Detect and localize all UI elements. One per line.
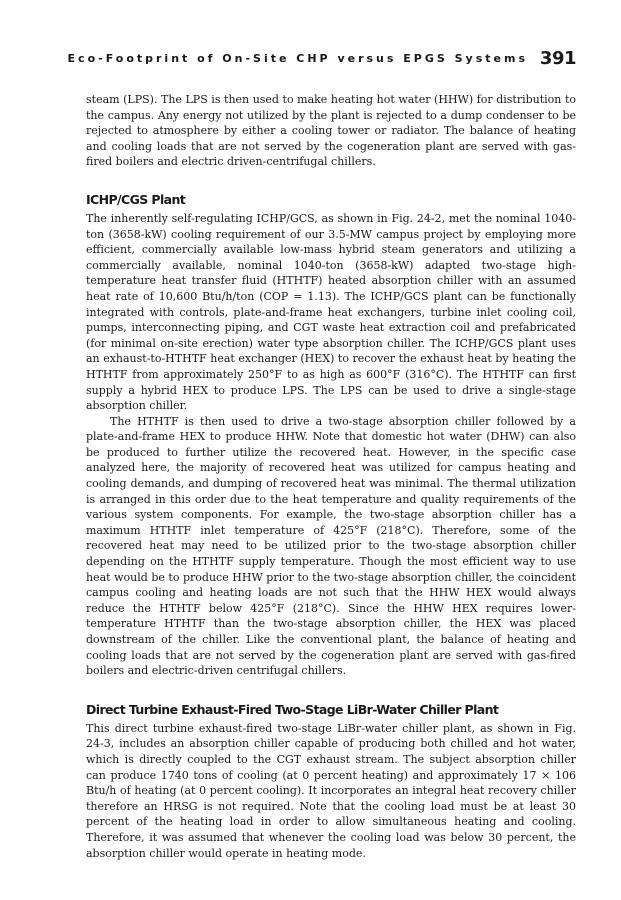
paragraph-ichp-description: The inherently self-regulating ICHP/GCS, as shown in Fig. 24-2, met the nominal 1040-ton (3658-kW) cooling requirement of our 3.5-MW campus project by employing more efficient, commercially available low-mass hybrid steam generators and utilizing a commercially available, nominal 1040-ton (3658-kW) adapted two-stage high-temperature heat transfer fluid (HTHTF) heated absorption chiller with an assumed heat rate of 10,600 Btu/h/ton (COP = 1.13). The ICHP/GCS plant can be functionally integrated with controls, plate-and-frame heat exchangers, turbine inlet cooling coil, pumps, interconnecting piping, and CGT waste heat extraction coil and prefabricated (for minimal on-site erection) water type absorption chiller. The ICHP/GCS plant uses an exhaust-to-HTHTF heat exchanger (HEX) to recover the exhaust heat by heating the HTHTF from approximately 250°F to as high as 600°F (316°C). The HTHTF can first supply a hybrid HEX to produce LPS. The LPS can be used to drive a single-stage absorption chiller. — [86, 211, 576, 413]
paragraph-direct-exhaust-chiller: This direct turbine exhaust-fired two-stage LiBr-water chiller plant, as shown in Fig. 24-3, includes an absorption chiller capable of producing both chilled and hot water, which is directly coupled to the CGT exhaust stream. The subject absorption chiller can produce 1740 tons of cooling (at 0 percent heating) and approximately 17 × 106 Btu/h of heating (at 0 percent cooling). It incorporates an integral heat recovery chiller therefore an HRSG is not required. Note that the cooling load must be at least 30 percent of the heating load in order to allow simultaneous heating and cooling. Therefore, it was assumed that whenever the cooling load was below 30 percent, the absorption chiller would operate in heating mode. — [86, 721, 576, 860]
paragraph-hthtf-usage: The HTHTF is then used to drive a two-stage absorption chiller followed by a plate-and-frame HEX to produce HHW. Note that domestic hot water (DHW) can also be produced to further utilize the recovered heat. However, in the specific case analyzed here, the majority of recovered heat was utilized for campus heating and cooling demands, and dumping of recovered heat was minimal. The thermal utilization is arranged in this order due to the heat temperature and quality requirements of the various system components. For example, the two-stage absorption chiller has a maximum HTHTF inlet temperature of 425°F (218°C). Therefore, some of the recovered heat may need to be utilized prior to the two-stage absorption chiller depending on the HTHTF supply temperature. Though the most efficient way to use heat would be to produce HHW prior to the two-stage absorption chiller, the coincident campus cooling and heating loads are not such that the HHW HEX would always reduce the HTHTF below 425°F (218°C). Since the HHW HEX requires lower-temperature HTHTF than the two-stage absorption chiller, the HEX was placed downstream of the chiller. Like the conventional plant, the balance of heating and cooling loads that are not served by the cogeneration plant are served with gas-fired boilers and electric-driven centrifugal chillers. — [86, 414, 576, 678]
paragraph-steam-lps: steam (LPS). The LPS is then used to make heating hot water (HHW) for distribution to the campus. Any energy not utilized by the plant is rejected to a dump condenser to be rejected to atmosphere by either a cooling tower or radiator. The balance of heating and cooling loads that are not served by the cogeneration plant are served with gas-fired boilers and electric driven-centrifugal chillers. — [86, 93, 576, 169]
running-header — [67, 48, 576, 70]
section-heading-direct-exhaust-chiller: Direct Turbine Exhaust-Fired Two-Stage LiBr-Water Chiller Plant — [86, 701, 499, 717]
section-heading-ichp-cgs-plant: ICHP/CGS Plant — [86, 191, 186, 207]
page-number: 391 — [539, 48, 576, 69]
running-title: Eco-Footprint of On-Site CHP versus EPGS Systems — [67, 52, 528, 65]
body-text — [86, 92, 576, 861]
